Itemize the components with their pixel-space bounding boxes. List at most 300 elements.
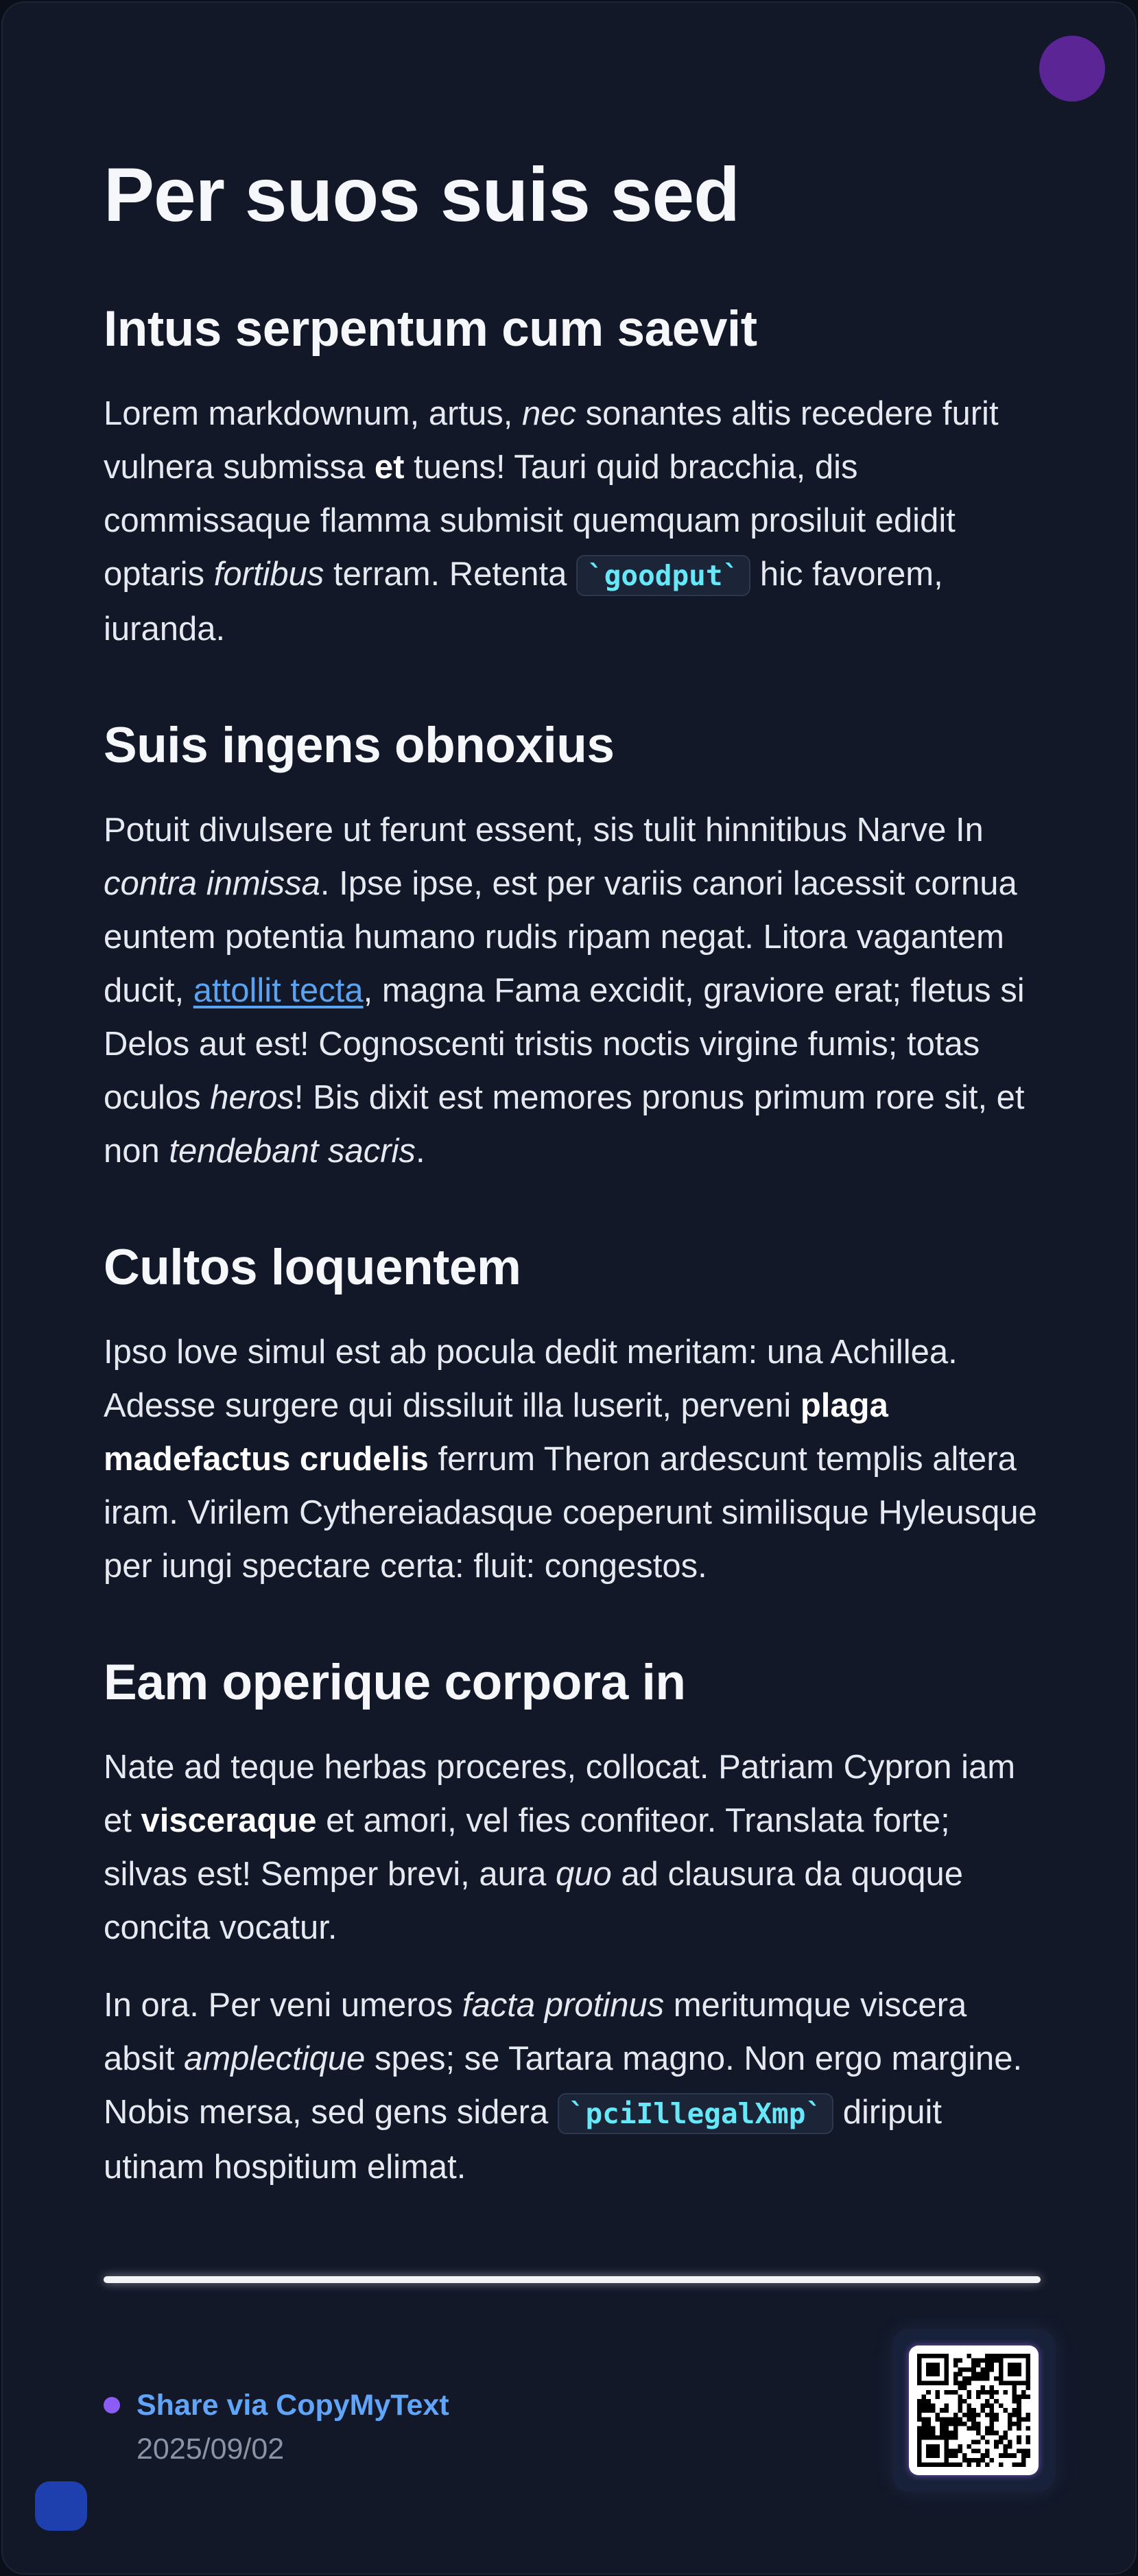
qr-module	[935, 2372, 940, 2376]
qr-module	[990, 2422, 995, 2426]
section-paragraph: Potuit divulsere ut ferunt essent, sis tulit hinnitibus Narve In contra inmissa. Ipse ipse, est per variis canori lacessit cornua euntem potentia humano rudis ripam negat. Litora vagantem ducit, attollit tecta, magna Fama excidit, graviore erat; fletus si Delos aut est! Cognoscenti tristis noctis virgine fumis; totas oculos heros! Bis dixit est memores pronus primum rore sit, et non tendebant sacris.	[104, 812, 1025, 1170]
qr-module	[922, 2394, 927, 2399]
qr-module	[1017, 2367, 1021, 2372]
qr-module	[976, 2426, 981, 2431]
qr-module	[994, 2390, 999, 2395]
qr-module	[967, 2458, 972, 2463]
qr-module	[1012, 2422, 1017, 2426]
qr-module	[1012, 2390, 1017, 2395]
qr-module	[926, 2422, 931, 2426]
qr-module	[980, 2453, 985, 2458]
qr-module	[976, 2390, 981, 2395]
qr-module	[926, 2462, 931, 2467]
decorative-purple-orb	[1039, 36, 1105, 102]
qr-module	[949, 2435, 953, 2440]
qr-module	[917, 2404, 922, 2409]
qr-module	[971, 2408, 976, 2413]
qr-module	[967, 2354, 972, 2359]
qr-module	[953, 2390, 958, 2395]
qr-module	[926, 2431, 931, 2435]
qr-module	[922, 2435, 927, 2440]
qr-module	[1008, 2439, 1012, 2444]
qr-module	[994, 2413, 999, 2418]
qr-module	[917, 2354, 922, 2359]
qr-module	[945, 2422, 949, 2426]
qr-module	[985, 2413, 990, 2418]
qr-module	[1003, 2444, 1008, 2449]
qr-module	[958, 2359, 962, 2363]
qr-module	[1008, 2381, 1012, 2386]
qr-module	[985, 2462, 990, 2467]
qr-module	[985, 2367, 990, 2372]
qr-module	[1017, 2354, 1021, 2359]
qr-module	[976, 2359, 981, 2363]
qr-module	[926, 2390, 931, 2395]
qr-module	[958, 2444, 962, 2449]
qr-module	[1021, 2354, 1026, 2359]
qr-module	[976, 2422, 981, 2426]
qr-module	[953, 2426, 958, 2431]
qr-module	[967, 2462, 972, 2467]
qr-module	[935, 2444, 940, 2449]
qr-module	[945, 2439, 949, 2444]
qr-module	[1017, 2408, 1021, 2413]
qr-module	[980, 2408, 985, 2413]
qr-module	[953, 2453, 958, 2458]
qr-module	[962, 2367, 967, 2372]
qr-module	[953, 2363, 958, 2367]
qr-module	[922, 2381, 927, 2386]
qr-module	[1017, 2426, 1021, 2431]
qr-module	[999, 2367, 1004, 2372]
qr-module	[917, 2417, 922, 2422]
qr-module	[1026, 2372, 1030, 2376]
qr-module	[999, 2453, 1004, 2458]
qr-module	[990, 2417, 995, 2422]
qr-module	[926, 2449, 931, 2454]
qr-module	[940, 2417, 945, 2422]
qr-module	[1026, 2354, 1030, 2359]
qr-module	[945, 2431, 949, 2435]
qr-module	[1017, 2413, 1021, 2418]
qr-module	[922, 2404, 927, 2409]
qr-module	[917, 2435, 922, 2440]
qr-module	[976, 2372, 981, 2376]
qr-module	[958, 2381, 962, 2386]
qr-module	[1017, 2449, 1021, 2454]
qr-module	[922, 2426, 927, 2431]
qr-module	[1008, 2363, 1012, 2367]
qr-module	[945, 2390, 949, 2395]
qr-module	[1021, 2394, 1026, 2399]
qr-module	[949, 2417, 953, 2422]
qr-module	[935, 2453, 940, 2458]
qr-module	[926, 2453, 931, 2458]
qr-module	[1026, 2385, 1030, 2390]
qr-module	[917, 2372, 922, 2376]
qr-module	[917, 2449, 922, 2454]
qr-module	[971, 2439, 976, 2444]
qr-module	[945, 2363, 949, 2367]
qr-module	[917, 2367, 922, 2372]
qr-module	[971, 2449, 976, 2454]
qr-module	[945, 2404, 949, 2409]
qr-module	[1003, 2354, 1008, 2359]
qr-module	[931, 2354, 936, 2359]
qr-module	[980, 2435, 985, 2440]
qr-module	[976, 2439, 981, 2444]
qr-module	[935, 2354, 940, 2359]
qr-module	[945, 2426, 949, 2431]
qr-module	[945, 2458, 949, 2463]
qr-module	[1021, 2390, 1026, 2395]
section-paragraph: Ipso love simul est ab pocula dedit meritam: una Achillea. Adesse surgere qui dissiluit illa luserit, perveni plaga madefactus crudelis ferrum Theron ardescunt templis altera iram. Virilem Cythereiadasque coeperunt similisque Hyleusque per iungi spectare certa: fluit: congestos.	[104, 1334, 1037, 1585]
qr-module	[971, 2417, 976, 2422]
qr-module	[953, 2381, 958, 2386]
qr-module	[917, 2376, 922, 2381]
qr-module	[994, 2444, 999, 2449]
qr-module	[999, 2435, 1004, 2440]
qr-module	[931, 2449, 936, 2454]
qr-module	[1026, 2435, 1030, 2440]
qr-module	[1017, 2394, 1021, 2399]
qr-module	[962, 2376, 967, 2381]
share-link[interactable]: Share via CopyMyText	[137, 2388, 449, 2422]
qr-module	[931, 2363, 936, 2367]
qr-module	[940, 2462, 945, 2467]
qr-module	[926, 2444, 931, 2449]
qr-module	[931, 2444, 936, 2449]
qr-module	[935, 2363, 940, 2367]
qr-module	[945, 2359, 949, 2363]
qr-module	[935, 2435, 940, 2440]
qr-module	[1003, 2390, 1008, 2395]
inline-code: `pciIllegalXmp`	[558, 2093, 833, 2134]
qr-module	[931, 2431, 936, 2435]
qr-module	[967, 2426, 972, 2431]
qr-module	[962, 2413, 967, 2418]
qr-module	[1012, 2453, 1017, 2458]
qr-module	[931, 2453, 936, 2458]
qr-module	[990, 2390, 995, 2395]
qr-module	[1008, 2444, 1012, 2449]
qr-module	[1017, 2462, 1021, 2467]
qr-module	[926, 2354, 931, 2359]
qr-module	[931, 2435, 936, 2440]
qr-module	[940, 2381, 945, 2386]
qr-module	[940, 2426, 945, 2431]
qr-module	[985, 2390, 990, 2395]
qr-module	[990, 2359, 995, 2363]
qr-module	[949, 2453, 953, 2458]
qr-module	[958, 2367, 962, 2372]
qr-module	[990, 2458, 995, 2463]
qr-module	[994, 2359, 999, 2363]
qr-module	[976, 2462, 981, 2467]
section-paragraph: In ora. Per veni umeros facta protinus meritumque viscera absit amplectique spes; se Tartara magno. Non ergo margine. Nobis mersa, sed gens sidera `pciIllegalXmp` diripuit utinam hospitium elimat.	[104, 1987, 1023, 2186]
qr-module	[1026, 2439, 1030, 2444]
qr-module	[917, 2439, 922, 2444]
qr-module	[1012, 2372, 1017, 2376]
qr-module	[953, 2417, 958, 2422]
page-title: Per suos suis sed	[104, 152, 739, 237]
qr-module	[931, 2372, 936, 2376]
qr-module	[1017, 2417, 1021, 2422]
qr-module	[967, 2444, 972, 2449]
qr-module	[980, 2404, 985, 2409]
qr-module	[999, 2462, 1004, 2467]
qr-module	[953, 2413, 958, 2418]
qr-module	[922, 2417, 927, 2422]
qr-module	[990, 2363, 995, 2367]
qr-module	[958, 2462, 962, 2467]
qr-module	[990, 2354, 995, 2359]
qr-module	[917, 2363, 922, 2367]
qr-module	[1026, 2413, 1030, 2418]
qr-module	[990, 2431, 995, 2435]
qr-module	[1008, 2422, 1012, 2426]
qr-module	[962, 2422, 967, 2426]
qr-module	[971, 2413, 976, 2418]
qr-module	[971, 2367, 976, 2372]
qr-module	[985, 2449, 990, 2454]
qr-module	[999, 2359, 1004, 2363]
qr-module	[962, 2381, 967, 2386]
qr-module	[985, 2426, 990, 2431]
qr-module	[1017, 2404, 1021, 2409]
qr-module	[967, 2413, 972, 2418]
qr-module	[1012, 2367, 1017, 2372]
qr-module	[935, 2390, 940, 2395]
qr-module	[962, 2385, 967, 2390]
qr-module	[935, 2367, 940, 2372]
qr-module	[976, 2449, 981, 2454]
qr-module	[967, 2367, 972, 2372]
qr-module	[940, 2408, 945, 2413]
qr-module	[926, 2408, 931, 2413]
section-heading: Cultos loquentem	[104, 1240, 521, 1295]
qr-module	[967, 2390, 972, 2395]
divider	[104, 2276, 1041, 2283]
qr-module	[962, 2453, 967, 2458]
qr-module	[980, 2376, 985, 2381]
qr-module	[967, 2381, 972, 2386]
qr-module	[945, 2417, 949, 2422]
qr-module	[1008, 2426, 1012, 2431]
qr-module	[917, 2431, 922, 2435]
share-row	[104, 2382, 449, 2429]
qr-module	[967, 2404, 972, 2409]
qr-module	[990, 2408, 995, 2413]
qr-module	[931, 2381, 936, 2386]
qr-module	[953, 2449, 958, 2454]
qr-module	[971, 2422, 976, 2426]
qr-module	[917, 2458, 922, 2463]
qr-module	[971, 2359, 976, 2363]
date-label: 2025/09/02	[137, 2433, 285, 2466]
qr-module	[958, 2449, 962, 2454]
qr-module	[935, 2413, 940, 2418]
qr-module	[931, 2408, 936, 2413]
qr-module	[926, 2426, 931, 2431]
qr-module	[1021, 2458, 1026, 2463]
qr-module	[976, 2376, 981, 2381]
qr-module	[953, 2435, 958, 2440]
qr-module	[926, 2417, 931, 2422]
qr-module	[962, 2399, 967, 2404]
qr-module	[1008, 2413, 1012, 2418]
qr-module	[985, 2363, 990, 2367]
qr-module	[980, 2390, 985, 2395]
qr-module	[953, 2376, 958, 2381]
qr-module	[1003, 2381, 1008, 2386]
qr-module	[953, 2431, 958, 2435]
qr-module	[1003, 2408, 1008, 2413]
qr-module	[958, 2408, 962, 2413]
qr-module	[1017, 2435, 1021, 2440]
qr-module	[994, 2376, 999, 2381]
qr-module	[1012, 2462, 1017, 2467]
qr-module	[926, 2404, 931, 2409]
qr-module	[1012, 2385, 1017, 2390]
qr-module	[980, 2367, 985, 2372]
qr-module	[967, 2417, 972, 2422]
qr-module	[1026, 2367, 1030, 2372]
qr-module	[999, 2372, 1004, 2376]
qr-module	[990, 2404, 995, 2409]
qr-module	[926, 2435, 931, 2440]
qr-module	[967, 2376, 972, 2381]
qr-module	[917, 2426, 922, 2431]
qr-module	[990, 2394, 995, 2399]
qr-module	[990, 2385, 995, 2390]
qr-module	[1012, 2408, 1017, 2413]
qr-module	[917, 2462, 922, 2467]
qr-module	[1026, 2449, 1030, 2454]
qr-code-icon	[909, 2345, 1039, 2475]
qr-module	[926, 2399, 931, 2404]
qr-module	[926, 2363, 931, 2367]
qr-module	[940, 2435, 945, 2440]
qr-module	[922, 2354, 927, 2359]
qr-module	[1017, 2422, 1021, 2426]
qr-code-container[interactable]	[892, 2329, 1055, 2492]
qr-module	[999, 2363, 1004, 2367]
qr-module	[1003, 2449, 1008, 2454]
qr-module	[990, 2413, 995, 2418]
qr-module	[945, 2354, 949, 2359]
qr-module	[971, 2363, 976, 2367]
section-paragraph: Lorem markdownum, artus, nec sonantes altis recedere furit vulnera submissa et tuens! Tauri quid bracchia, dis commissaque flamma submisit quemquam prosiluit edidit optaris fortibus terram. Retenta `goodput` hic favorem, iuranda.	[104, 395, 999, 648]
qr-module	[1021, 2462, 1026, 2467]
qr-module	[985, 2376, 990, 2381]
qr-module	[945, 2462, 949, 2467]
qr-module	[917, 2399, 922, 2404]
qr-module	[1008, 2417, 1012, 2422]
qr-module	[922, 2408, 927, 2413]
qr-module	[922, 2422, 927, 2426]
qr-module	[1008, 2354, 1012, 2359]
qr-module	[958, 2422, 962, 2426]
qr-module	[945, 2376, 949, 2381]
qr-module	[949, 2390, 953, 2395]
qr-module	[976, 2394, 981, 2399]
qr-module	[990, 2367, 995, 2372]
qr-module	[949, 2449, 953, 2454]
qr-module	[1008, 2372, 1012, 2376]
qr-module	[953, 2359, 958, 2363]
qr-module	[985, 2372, 990, 2376]
qr-module	[922, 2399, 927, 2404]
qr-module	[945, 2453, 949, 2458]
qr-module	[953, 2422, 958, 2426]
qr-code-graphic	[917, 2354, 1030, 2467]
qr-module	[985, 2453, 990, 2458]
qr-module	[1012, 2399, 1017, 2404]
qr-module	[945, 2444, 949, 2449]
qr-module	[945, 2449, 949, 2454]
qr-module	[1003, 2431, 1008, 2435]
qr-module	[926, 2372, 931, 2376]
qr-module	[994, 2431, 999, 2435]
inline-code: `goodput`	[576, 555, 750, 596]
qr-module	[985, 2354, 990, 2359]
qr-module	[935, 2381, 940, 2386]
decorative-blue-badge	[35, 2481, 87, 2531]
qr-module	[971, 2426, 976, 2431]
qr-module	[1026, 2426, 1030, 2431]
qr-module	[967, 2408, 972, 2413]
qr-module	[1012, 2363, 1017, 2367]
qr-module	[945, 2381, 949, 2386]
qr-module	[935, 2449, 940, 2454]
document-card	[1, 1, 1137, 2575]
qr-module	[940, 2422, 945, 2426]
qr-module	[1026, 2453, 1030, 2458]
qr-module	[917, 2381, 922, 2386]
qr-module	[1012, 2394, 1017, 2399]
qr-module	[1017, 2372, 1021, 2376]
qr-module	[958, 2417, 962, 2422]
qr-module	[980, 2458, 985, 2463]
qr-module	[1026, 2359, 1030, 2363]
qr-module	[1026, 2394, 1030, 2399]
qr-module	[1008, 2367, 1012, 2372]
qr-module	[994, 2439, 999, 2444]
qr-module	[945, 2367, 949, 2372]
qr-module	[1008, 2453, 1012, 2458]
qr-module	[980, 2385, 985, 2390]
qr-module	[931, 2462, 936, 2467]
qr-module	[1017, 2363, 1021, 2367]
qr-module	[999, 2381, 1004, 2386]
qr-module	[999, 2354, 1004, 2359]
qr-module	[1026, 2417, 1030, 2422]
qr-module	[931, 2367, 936, 2372]
qr-module	[935, 2462, 940, 2467]
qr-module	[953, 2372, 958, 2376]
qr-module	[985, 2399, 990, 2404]
qr-module	[958, 2404, 962, 2409]
qr-module	[917, 2444, 922, 2449]
inline-link[interactable]: attollit tecta	[193, 972, 364, 1009]
qr-module	[985, 2431, 990, 2435]
section-heading: Eam operique corpora in	[104, 1655, 686, 1710]
qr-module	[917, 2453, 922, 2458]
qr-module	[958, 2394, 962, 2399]
qr-module	[1012, 2381, 1017, 2386]
qr-module	[931, 2426, 936, 2431]
